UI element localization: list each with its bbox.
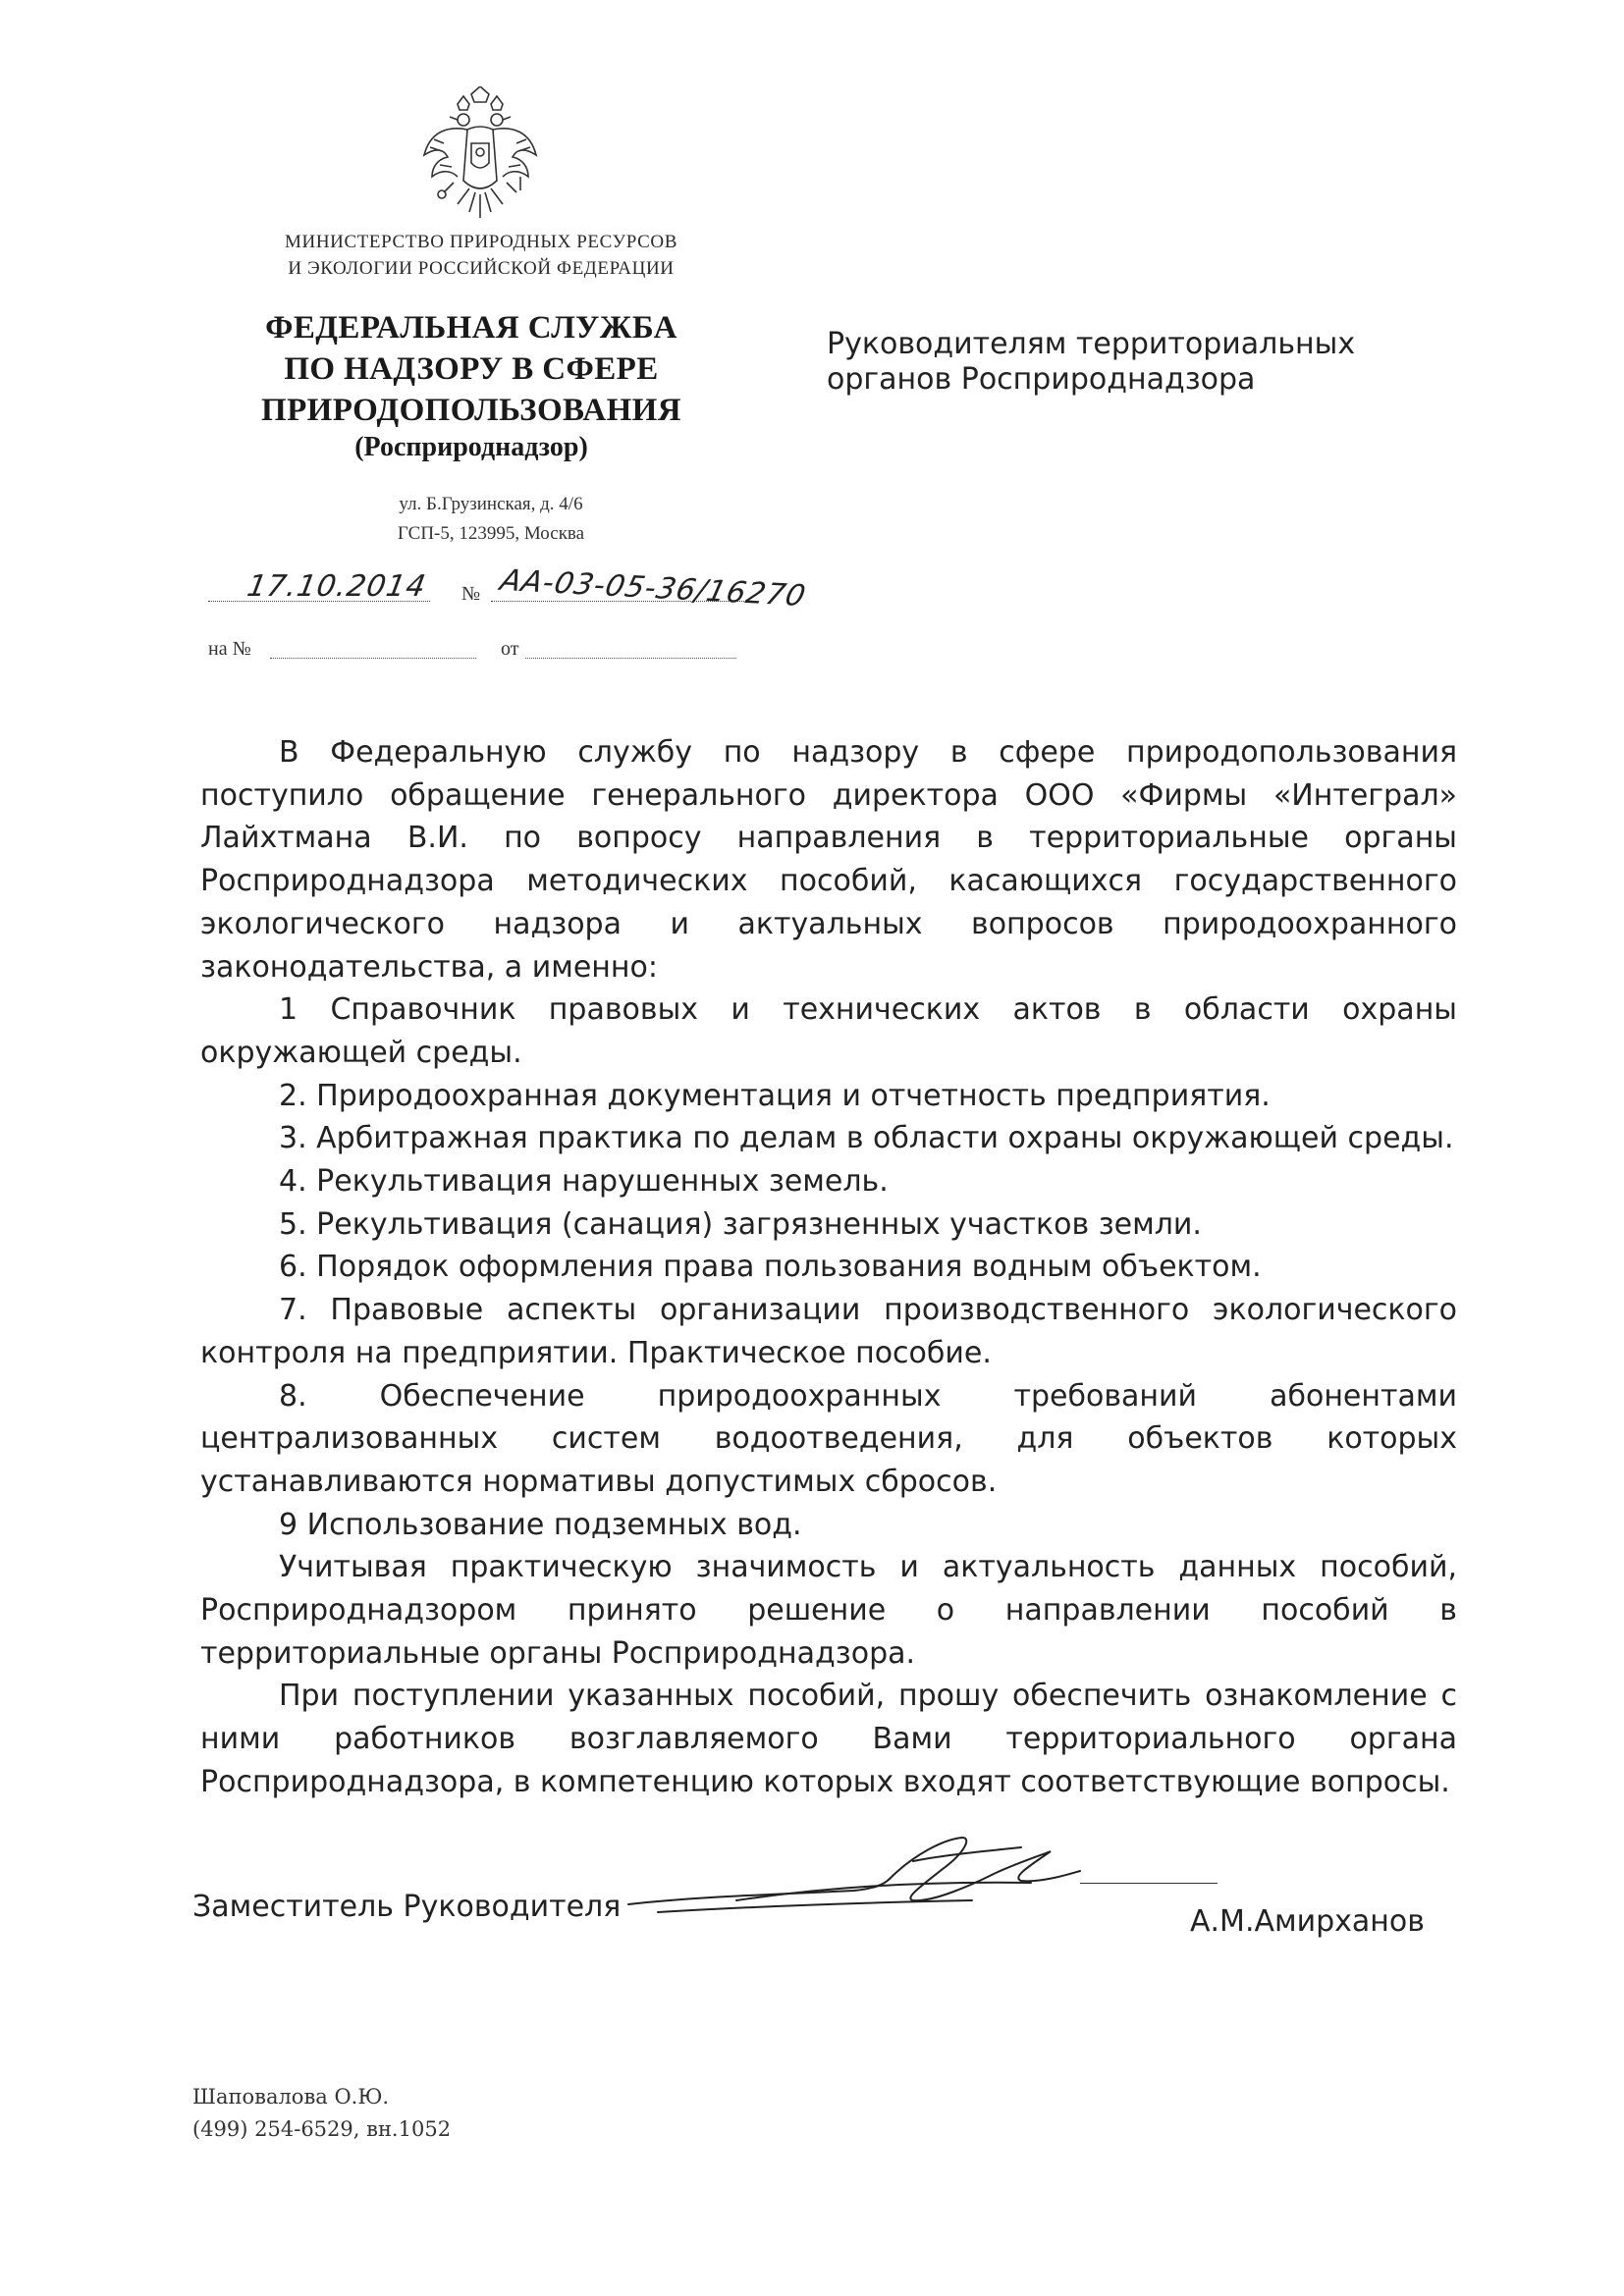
reference-label: на № [208, 638, 251, 660]
ministry-name-line-2: И ЭКОЛОГИИ РОССИЙСКОЙ ФЕДЕРАЦИИ [288, 258, 675, 279]
address-line-1: ул. Б.Грузинская, д. 4/6 [399, 494, 583, 514]
signatory-title: Заместитель Руководителя [192, 1890, 622, 1924]
handwritten-signature [619, 1826, 1090, 1934]
reference-number-field [270, 638, 476, 659]
agency-short-name: (Росприроднадзор) [354, 432, 588, 462]
body-paragraph-request: При поступлении указанных пособий, прошу обеспечить ознакомление с ними работников возглавляемого Вами территориального органа Росприроднадзора, в компетенцию которых входят соответствующие вопросы. [200, 1679, 1457, 1799]
address-line-2: ГСП-5, 123995, Москва [397, 523, 585, 544]
list-item: 4. Рекультивация нарушенных земель. [279, 1164, 889, 1200]
agency-name-line-1: ФЕДЕРАЛЬНАЯ СЛУЖБА [265, 310, 677, 346]
letter-date: 17.10.2014 [244, 569, 429, 604]
list-item: 3. Арбитражная практика по делам в области охраны окружающей среды. [279, 1121, 1454, 1156]
list-item: 6. Порядок оформления права пользования водным объектом. [279, 1250, 1262, 1285]
executor-info [192, 2081, 451, 2146]
signature-line [1080, 1883, 1218, 1884]
reference-date-field [525, 638, 736, 659]
list-item: 8. Обеспечение природоохранных требований абонентами централизованных систем водоотведения, для объектов которых устанавливаются нормативы допустимых сбросов. [200, 1378, 1457, 1499]
ministry-name-line-1: МИНИСТЕРСТВО ПРИРОДНЫХ РЕСУРСОВ [285, 232, 677, 252]
letter-number: АА-03-05-36/16270 [497, 563, 810, 614]
addressee-line-1: Руководителям территориальных [827, 327, 1356, 361]
body-intro-paragraph: В Федеральную службу по надзору в сфере природопользования поступило обращение генерального директора ООО «Фирмы «Интеграл» Лайхтмана В.И. по вопросу направления в территориальные органы Росприроднадзора методических пособий, касающихся государственного экологического надзора и актуальных вопросов природоохранного законодательства, а именно: [200, 735, 1457, 985]
list-item: 1 Справочник правовых и технических актов в области охраны окружающей среды. [200, 992, 1457, 1070]
letter-body [200, 731, 1457, 1804]
signatory-name: А.М.Амирханов [1190, 1904, 1425, 1939]
list-item: 9 Использование подземных вод. [279, 1507, 802, 1542]
executor-name: Шаповалова О.Ю. [192, 2085, 390, 2109]
coat-of-arms-icon [418, 86, 542, 226]
list-item: 5. Рекультивация (санация) загрязненных участков земли. [279, 1206, 1202, 1242]
agency-name-line-3: ПРИРОДОПОЛЬЗОВАНИЯ [261, 393, 681, 428]
executor-phone: (499) 254-6529, вн.1052 [192, 2117, 452, 2141]
agency-name-line-2: ПО НАДЗОРУ В СФЕРЕ [284, 351, 659, 387]
list-item: 2. Природоохранная документация и отчетность предприятия. [279, 1078, 1271, 1113]
list-item: 7. Правовые аспекты организации производственного экологического контроля на предприятии. Практическое пособие. [200, 1293, 1457, 1370]
addressee [827, 327, 1377, 398]
body-paragraph-decision: Учитывая практическую значимость и актуальность данных пособий, Росприроднадзором принято решение о направлении пособий в территориальные органы Росприроднадзора. [200, 1550, 1457, 1671]
reference-from-label: от [501, 638, 519, 660]
number-label: № [461, 583, 481, 605]
addressee-line-2: органов Росприроднадзора [827, 362, 1256, 397]
